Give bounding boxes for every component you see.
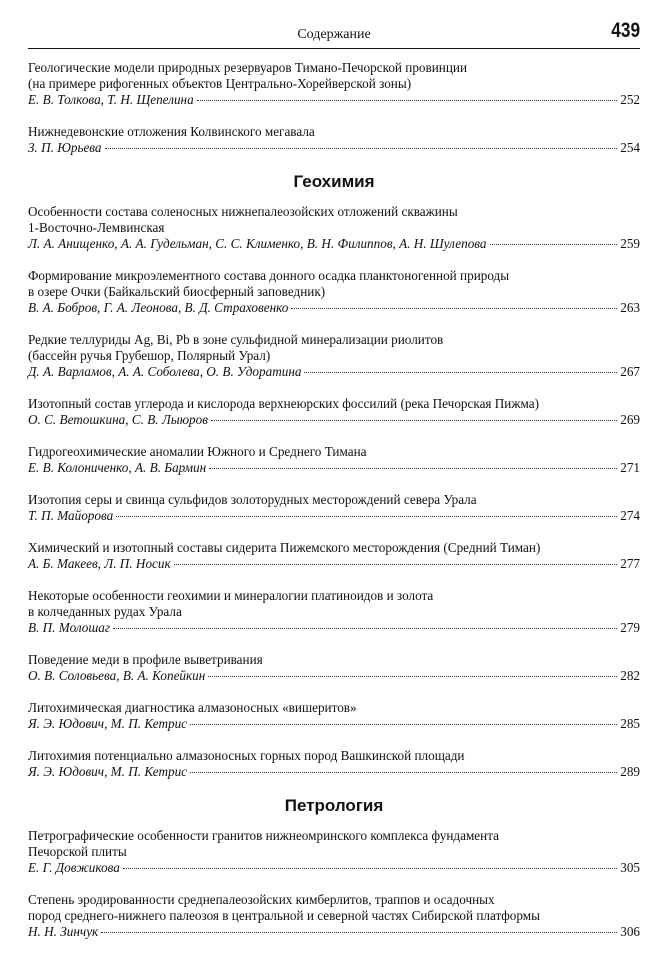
entry-authors: Д. А. Варламов, А. А. Соболева, О. В. Удоратина — [28, 364, 302, 379]
toc-entry — [28, 268, 640, 316]
dot-leader — [190, 724, 617, 725]
toc-entry — [28, 540, 640, 572]
entry-page: 254 — [620, 140, 640, 155]
entry-title-line: Особенности состава соленосных нижнепалеозойских отложений скважины — [28, 204, 458, 219]
entry-title-line: Некоторые особенности геохимии и минералогии платиноидов и золота — [28, 588, 434, 603]
entry-authors: З. П. Юрьева — [28, 140, 102, 155]
entry-authors: В. П. Молошаг — [28, 620, 111, 635]
entry-author-line — [28, 716, 640, 732]
toc-entry — [28, 332, 640, 380]
entry-page: 263 — [620, 300, 640, 315]
entry-title-line: Гидрогеохимические аномалии Южного и Среднего Тимана — [28, 444, 367, 459]
entry-authors: Я. Э. Юдович, М. П. Кетрис — [28, 764, 188, 779]
entry-authors: Л. А. Анищенко, А. А. Гудельман, С. С. Клименко, В. Н. Филиппов, А. Н. Шулепова — [28, 236, 487, 251]
toc-entry — [28, 652, 640, 684]
entry-title-line: Редкие теллуриды Ag, Bi, Pb в зоне сульфидной минерализации риолитов — [28, 332, 444, 347]
entry-page: 305 — [620, 860, 640, 875]
entry-author-line — [28, 668, 640, 684]
toc-entry — [28, 396, 640, 428]
dot-leader — [209, 468, 617, 469]
entry-page: 271 — [620, 460, 640, 475]
entry-authors: А. Б. Макеев, Л. П. Носик — [28, 556, 171, 571]
toc-entry — [28, 588, 640, 636]
entry-author-line — [28, 412, 640, 428]
dot-leader — [123, 868, 617, 869]
dot-leader — [101, 932, 617, 933]
toc-entry — [28, 828, 640, 876]
entry-title-line: 1-Восточно-Лемвинская — [28, 220, 165, 235]
section-heading-geochemistry: Геохимия — [293, 172, 375, 191]
entry-authors: Т. П. Майорова — [28, 508, 114, 523]
toc-group-geochemistry — [28, 204, 640, 780]
entry-title-line: Печорской плиты — [28, 844, 127, 859]
entry-author-line — [28, 140, 640, 156]
entry-page: 277 — [620, 556, 640, 571]
toc-entry — [28, 892, 640, 940]
entry-author-line — [28, 860, 640, 876]
dot-leader — [105, 148, 618, 149]
entry-title-line: Литохимия потенциально алмазоносных горных пород Вашкинской площади — [28, 748, 465, 763]
entry-title-line: в колчеданных рудах Урала — [28, 604, 182, 619]
entry-authors: О. С. Ветошкина, С. В. Лыюров — [28, 412, 208, 427]
entry-page: 269 — [620, 412, 640, 427]
toc-entry — [28, 492, 640, 524]
entry-title-line: Формирование микроэлементного состава донного осадка планктоногенной природы — [28, 268, 510, 283]
entry-title-line: Химический и изотопный составы сидерита Пижемского месторождения (Средний Тиман) — [28, 540, 541, 555]
entry-title-line: Геологические модели природных резервуаров Тимано-Печорской провинции — [28, 60, 468, 75]
dot-leader — [190, 772, 617, 773]
running-title: Содержание — [297, 27, 371, 42]
toc-entry — [28, 444, 640, 476]
dot-leader — [304, 372, 617, 373]
entry-page: 306 — [620, 924, 640, 939]
entry-author-line — [28, 92, 640, 108]
page-number: 439 — [611, 19, 640, 42]
dot-leader — [208, 676, 617, 677]
toc-group-geology — [28, 60, 640, 156]
entry-title-line: Поведение меди в профиле выветривания — [28, 652, 263, 667]
entry-page: 285 — [620, 716, 640, 731]
dot-leader — [291, 308, 617, 309]
dot-leader — [116, 516, 617, 517]
page-header — [28, 18, 640, 49]
entry-authors: В. А. Бобров, Г. А. Леонова, В. Д. Страховенко — [28, 300, 289, 315]
entry-page: 274 — [620, 508, 640, 523]
toc-entry — [28, 748, 640, 780]
toc-entry — [28, 124, 640, 156]
entry-title-line: в озере Очки (Байкальский биосферный заповедник) — [28, 284, 326, 299]
dot-leader — [197, 100, 618, 101]
entry-title-line: пород среднего-нижнего палеозоя в центральной и северной частях Сибирской платформы — [28, 908, 540, 923]
toc — [28, 60, 640, 956]
toc-entry — [28, 204, 640, 252]
entry-title-line: Петрографические особенности гранитов нижнеомринского комплекса фундамента — [28, 828, 499, 843]
toc-group-petrology — [28, 828, 640, 940]
entry-authors: О. В. Соловьева, В. А. Копейкин — [28, 668, 206, 683]
dot-leader — [113, 628, 617, 629]
entry-author-line — [28, 300, 640, 316]
entry-author-line — [28, 236, 640, 252]
entry-page: 289 — [620, 764, 640, 779]
entry-title-line: Литохимическая диагностика алмазоносных «вишеритов» — [28, 700, 357, 715]
entry-authors: Е. Г. Довжикова — [28, 860, 120, 875]
entry-page: 252 — [620, 92, 640, 107]
entry-author-line — [28, 508, 640, 524]
section-heading-petrology: Петрология — [284, 796, 384, 815]
dot-leader — [174, 564, 618, 565]
entry-authors: Е. В. Колониченко, А. В. Бармин — [28, 460, 207, 475]
entry-authors: Я. Э. Юдович, М. П. Кетрис — [28, 716, 188, 731]
entry-title-line: Изотопия серы и свинца сульфидов золоторудных месторождений севера Урала — [28, 492, 477, 507]
entry-page: 279 — [620, 620, 640, 635]
dot-leader — [490, 244, 618, 245]
toc-entry — [28, 60, 640, 108]
entry-page: 267 — [620, 364, 640, 379]
entry-title-line: (бассейн ручья Грубешор, Полярный Урал) — [28, 348, 271, 363]
entry-authors: Н. Н. Зинчук — [28, 924, 99, 939]
entry-author-line — [28, 924, 640, 940]
entry-authors: Е. В. Толкова, Т. Н. Щепелина — [28, 92, 194, 107]
entry-title-line: Степень эродированности среднепалеозойских кимберлитов, траппов и осадочных — [28, 892, 495, 907]
entry-author-line — [28, 460, 640, 476]
entry-title-line: Изотопный состав углерода и кислорода верхнеюрских фоссилий (река Печорская Пижма) — [28, 396, 539, 411]
entry-title-line: Нижнедевонские отложения Колвинского мегавала — [28, 124, 315, 139]
entry-author-line — [28, 620, 640, 636]
entry-author-line — [28, 364, 640, 380]
dot-leader — [211, 420, 617, 421]
entry-title-line: (на примере рифогенных объектов Центрально-Хорейверской зоны) — [28, 76, 412, 91]
entry-author-line — [28, 556, 640, 572]
entry-page: 282 — [620, 668, 640, 683]
entry-page: 259 — [620, 236, 640, 251]
toc-entry — [28, 700, 640, 732]
entry-author-line — [28, 764, 640, 780]
